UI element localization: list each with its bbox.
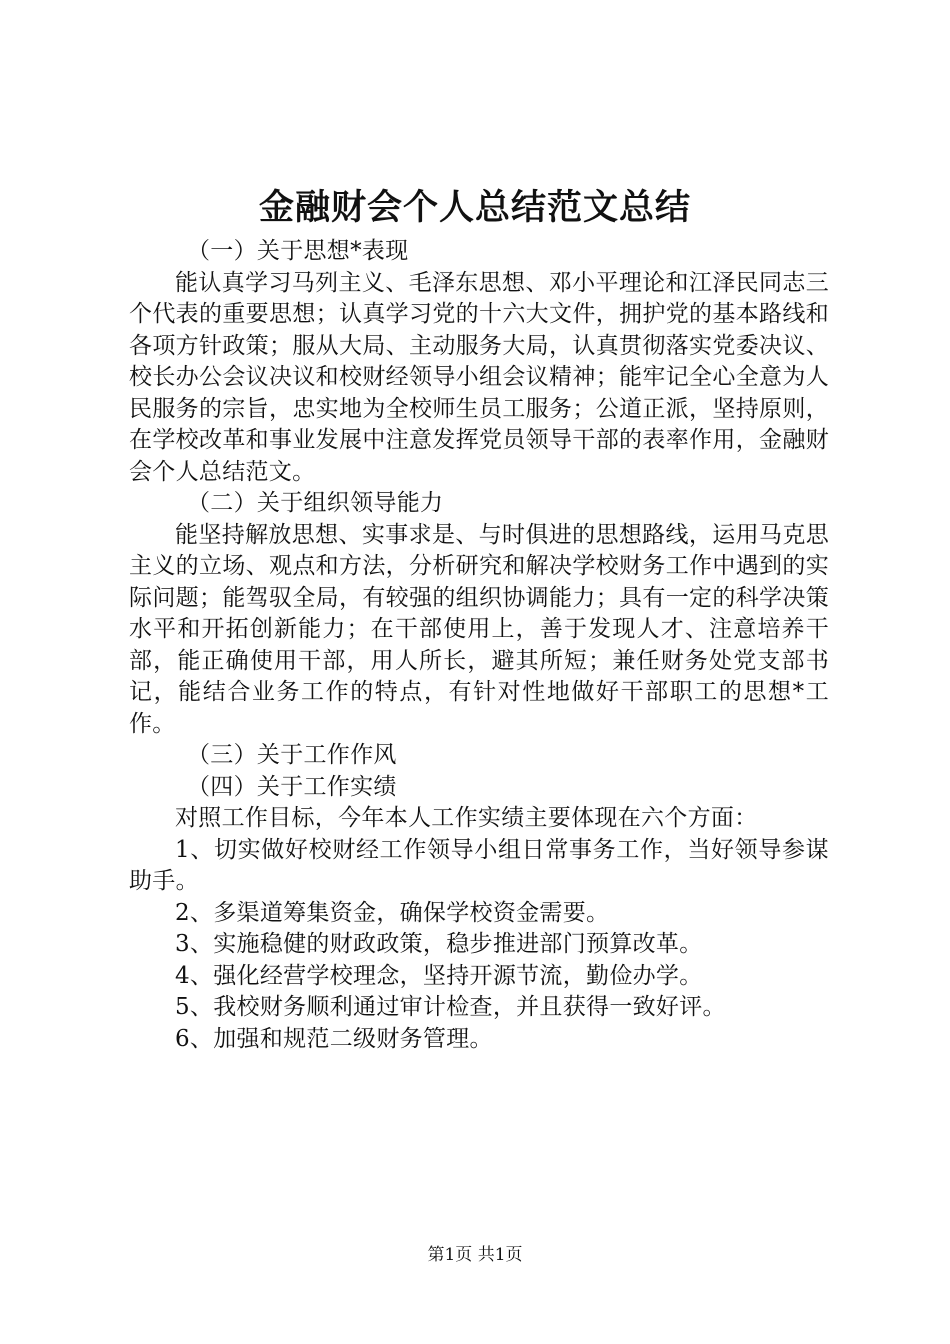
- list-item: 4、强化经营学校理念，坚持开源节流，勤俭办学。: [175, 962, 703, 989]
- body-paragraph: 能坚持解放思想、实事求是、与时俱进的思想路线，运用马克思主义的立场、观点和方法，分析研究和解决学校财务工作中遇到的实际问题；能驾驭全局，有较强的组织协调能力；具有一定的科学决策水平和开拓创新能力；在干部使用上，善于发现人才、注意培养干部，能正确使用干部，用人所长，避其所短；兼任财务处党支部书记，能结合业务工作的特点，有针对性地做好干部职工的思想*工作。: [129, 521, 829, 737]
- list-item: 2、多渠道筹集资金，确保学校资金需要。: [175, 899, 610, 926]
- body-paragraph: 能认真学习马列主义、毛泽东思想、邓小平理论和江泽民同志三个代表的重要思想；认真学习党的十六大文件，拥护党的基本路线和各项方针政策；服从大局、主动服务大局，认真贯彻落实党委决议、校长办公会议决议和校财经领导小组会议精神；能牢记全心全意为人民服务的宗旨，忠实地为全校师生员工服务；公道正派，坚持原则，在学校改革和事业发展中注意发挥党员领导干部的表率作用，金融财会个人总结范文。: [129, 269, 829, 485]
- list-item: 1、切实做好校财经工作领导小组日常事务工作，当好领导参谋助手。: [129, 836, 829, 894]
- document-title: 金融财会个人总结范文总结: [258, 187, 691, 228]
- body-paragraph: 对照工作目标，今年本人工作实绩主要体现在六个方面：: [175, 805, 758, 831]
- document-body: [129, 236, 829, 1055]
- section-heading-2: （二）关于组织领导能力: [187, 490, 444, 516]
- list-item: 5、我校财务顺利通过审计检查，并且获得一致好评。: [175, 994, 726, 1020]
- section-heading-1: （一）关于思想*表现: [187, 238, 409, 264]
- list-item: 6、加强和规范二级财务管理。: [175, 1025, 493, 1052]
- page-footer: 第1页 共1页: [427, 1245, 523, 1265]
- section-heading-4: （四）关于工作实绩: [187, 773, 397, 800]
- list-item: 3、实施稳健的财政政策，稳步推进部门预算改革。: [175, 931, 703, 957]
- section-heading-3: （三）关于工作作风: [187, 742, 397, 768]
